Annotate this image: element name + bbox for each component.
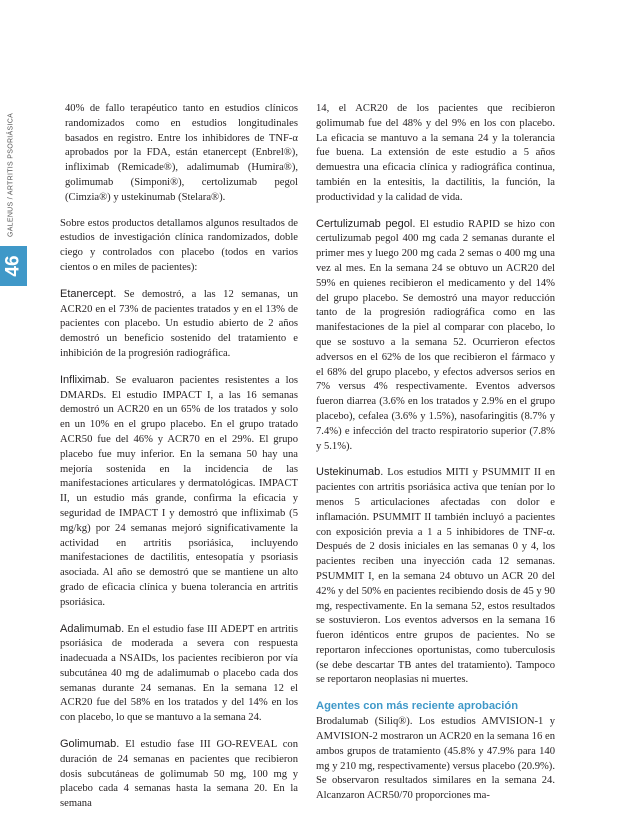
golimumab-continuation: 14, el ACR20 de los pacientes que recibieron golimumab fue del 48% y del 9% en los con placebo. La eficacia se mantuvo a la semana 24 y la tolerancia fue buena. La extensión de este estudio a 5 años demuestra una eficacia clínica y radiográfica continua, también en la entesitis, la dactilitis, la función, la productividad y la calidad de vida. bbox=[316, 103, 555, 203]
brodalumab-paragraph: Brodalumab (Siliq®). Los estudios AMVISION-1 y AMVISION-2 mostraron un ACR20 en la semana 16 en ambos grupos de tratamiento (45.8% y 47.9% para 140 mg y 210 mg, respectivamente) versus placebo (20.9%). Se observaron resultados similares en la semana 24. Alcanzaron ACR50/70 proporciones ma- bbox=[316, 716, 555, 802]
infliximab-lead: Infliximab. bbox=[60, 373, 110, 386]
right-column bbox=[316, 102, 555, 815]
ustekinumab-text: Los estudios MITI y PSUMMIT II en pacientes con artritis psoriásica activa que tenían por lo menos 5 articulaciones afectadas con dolor e inflamación. PSUMMIT II también incluyó a pacientes con exposición previa a 1 a 5 inhibidores de TNF-α. Después de 2 dosis iniciales en las semanas 0 y 4, los pacientes reciben una inyección cada 12 semanas. PSUMMIT I, en la semana 24 obtuvo un ACR 20 del 42% y del 50% en pacientes recibiendo dosis de 45 y 90 mg, respectivamente. En la semana 52, estos resultados se sostuvieron. Los eventos adversos en la semana 16 fueron idénticos entre grupos de pacientes. No se reportaron infecciones oportunistas, como tuberculosis (se debe descartar TB antes del tratamiento). Tampoco se reportaron neoplasias ni muertes. bbox=[316, 467, 555, 686]
golimumab-text: El estudio fase III GO-REVEAL con duración de 24 semanas en pacientes que recibieron dosis subcutáneas de golimumab 50 mg, 100 mg y placebo cada 4 semanas hasta la semana 20. En la semana bbox=[60, 739, 298, 810]
ustekinumab-lead: Ustekinumab. bbox=[316, 466, 384, 479]
certolizumab-paragraph bbox=[316, 217, 555, 455]
running-header-text: GALENUS / ARTRITIS PSORIÁSICA bbox=[7, 112, 15, 238]
section-heading: Agentes con más reciente aprobación bbox=[316, 700, 519, 713]
certolizumab-lead: Certulizumab pegol. bbox=[316, 217, 416, 230]
page-number: 46 bbox=[2, 255, 24, 277]
ustekinumab-paragraph bbox=[316, 465, 555, 688]
etanercept-text: Se demostró, a las 12 semanas, un ACR20 en el 73% de pacientes tratados y en el 13% de pacientes con placebo. Un estudio abierto de 2 años demostró un beneficio sostenido del tratamiento e inhibición de la progresión radiográfica. bbox=[60, 288, 298, 359]
page-number-tab bbox=[0, 246, 27, 286]
adalimumab-lead: Adalimumab. bbox=[60, 622, 125, 635]
adalimumab-paragraph bbox=[60, 622, 298, 727]
golimumab-paragraph bbox=[60, 737, 298, 812]
intro-paragraph: 40% de fallo terapéutico tanto en estudios clínicos randomizados como en estudios longitudinales basados en registro. Entre los inhibidores de TNF-α aprobados por la FDA, están etanercept (Enbrel®), infliximab (Remicade®), adalimumab (Humira®), golimumab (Simponi®), certolizumab pegol (Cimzia®) y ustekinumab (Stelara®). bbox=[65, 103, 298, 203]
etanercept-paragraph bbox=[60, 287, 298, 362]
running-header bbox=[3, 100, 19, 250]
golimumab-lead: Golimumab. bbox=[60, 738, 120, 751]
etanercept-lead: Etanercept. bbox=[60, 287, 117, 300]
infliximab-text: Se evaluaron pacientes resistentes a los DMARDs. El estudio IMPACT I, a las 16 semanas demostró un ACR20 en un 65% de los tratados y solo en un 10% en el grupo placebo. En el grupo tratado ACR50 fue del 46% y ACR70 en el 29%. El grupo placebo fue muy inferior. En la semana 50 hay una mejoría sostenida en la incidencia de las manifestaciones articulares y dermatológicas. IMPACT II, un estudio más grande, confirma la eficacia y seguridad de IMPACT I y demostró que infliximab (5 mg/kg) por 24 semanas mejoró significativamente la actividad en artritis psoriásica, incluyendo manifestaciones de dactilitis, entesopatía y psoriasis asociada. Al año se demostró que se mantiene un alto grado de eficacia clínica y buena tolerancia en artritis psoriásica. bbox=[60, 374, 298, 608]
left-column bbox=[60, 102, 298, 823]
adalimumab-text: En el estudio fase III ADEPT en artritis psoriásica de moderada a severa con respuesta inadecuada a NSAIDs, los pacientes recibieron por vía subcutánea 40 mg de adalimumab o placebo cada dos semanas durante 24 semanas. En la semana 12 el ACR20 fue del 58% en los tratados y del 14% en los con placebo, lo que se mantuvo a la semana 24. bbox=[60, 623, 298, 724]
infliximab-paragraph bbox=[60, 373, 298, 611]
summary-paragraph: Sobre estos productos detallamos algunos resultados de estudios de investigación clínica randomizados, doble ciego y controlados con placebo (todos en varios cientos o en miles de pacientes): bbox=[60, 217, 298, 273]
certolizumab-text: El estudio RAPID se hizo con certulizumab pegol 400 mg cada 2 semanas durante el primer mes y luego 200 mg cada 2 semas o 400 mg una vez al mes. En la semana 24 se obtuvo un ACR20 del 59% en quienes recibieron el medicamento y del 14% del grupo placebo. Se demostró una mayor reducción tanto de la progresión radiográfica como en las manifestaciones de la piel al comparar con placebo, lo que se sostuvo a la semana 52. Ocurrieron efectos adversos en el 62% de los que recibieron el fármaco y el 68% del grupo placebo, y efectos adversos serios en 7% versus 4% respectivamente. Eventos adversos fueron diarrea (3.6% en los tratados y 2.9% en el grupo placebo), cefalea (3.6% y 1.5%), nasofaringitis (8.7% y 7.4%) e infección del tracto respiratorio superior (7.8% y 5.1%). bbox=[316, 218, 555, 452]
